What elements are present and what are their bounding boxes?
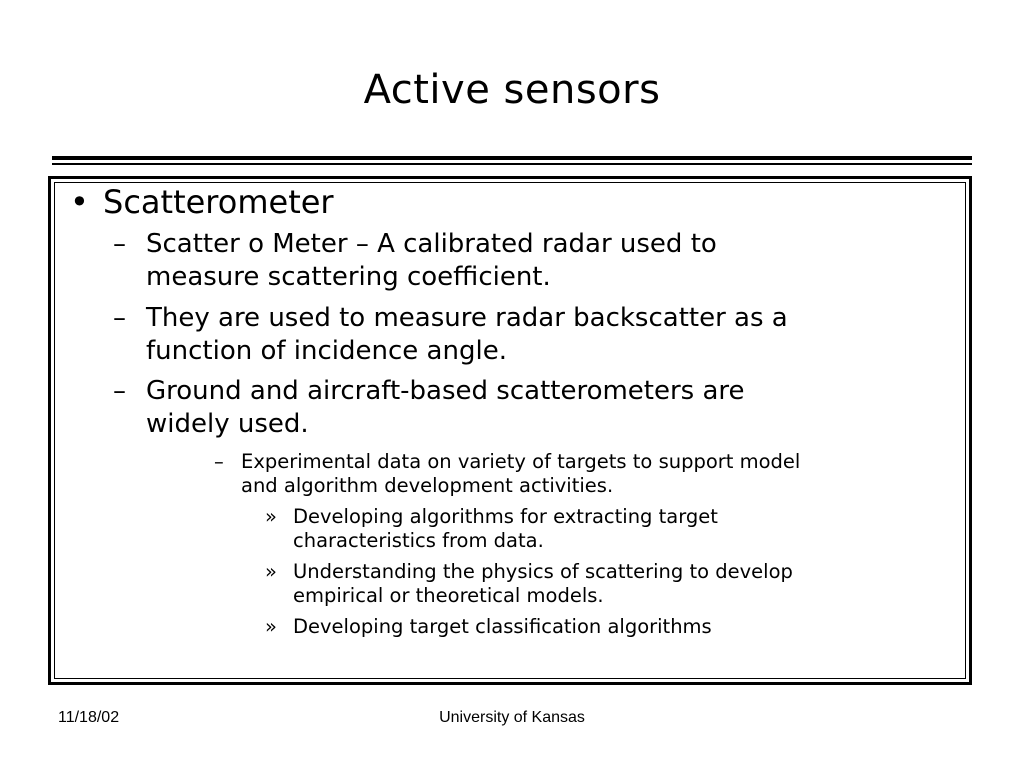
bullet-subsub-physics-line1: Understanding the physics of scattering to develop xyxy=(293,560,793,583)
title-divider-thin xyxy=(52,163,972,165)
title-divider-thick xyxy=(52,156,972,160)
bullet-marker-level2: – xyxy=(113,303,126,333)
slide-title: Active sensors xyxy=(363,67,661,113)
bullet-sub-experimental-line1: Experimental data on variety of targets to support model xyxy=(241,450,801,473)
bullet-item-definition-line2: measure scattering coefficient. xyxy=(146,262,551,292)
bullet-item-definition-line1: Scatter o Meter – A calibrated radar used to xyxy=(146,229,717,259)
bullet-marker-level2: – xyxy=(113,229,126,259)
bullet-marker-level4: » xyxy=(265,505,277,528)
bullet-heading-scatterometer: Scatterometer xyxy=(103,183,334,221)
bullet-subsub-physics-line2: empirical or theoretical models. xyxy=(293,584,604,607)
bullet-item-usage-line1: They are used to measure radar backscatter as a xyxy=(146,303,788,333)
bullet-marker-level4: » xyxy=(265,615,277,638)
bullet-item-platforms-line1: Ground and aircraft-based scatterometers are xyxy=(146,376,745,406)
bullet-item-platforms-line2: widely used. xyxy=(146,409,309,439)
bullet-marker-level4: » xyxy=(265,560,277,583)
bullet-marker-level1: • xyxy=(70,183,89,221)
bullet-marker-level2: – xyxy=(113,376,126,406)
bullet-item-usage-line2: function of incidence angle. xyxy=(146,336,507,366)
footer-organization: University of Kansas xyxy=(439,709,585,726)
bullet-marker-level3: – xyxy=(214,450,224,473)
footer-date: 11/18/02 xyxy=(58,709,120,726)
bullet-subsub-classification-line1: Developing target classification algorithms xyxy=(293,615,712,638)
bullet-subsub-algorithms-line2: characteristics from data. xyxy=(293,529,544,552)
bullet-subsub-algorithms-line1: Developing algorithms for extracting target xyxy=(293,505,718,528)
bullet-sub-experimental-line2: and algorithm development activities. xyxy=(241,474,614,497)
